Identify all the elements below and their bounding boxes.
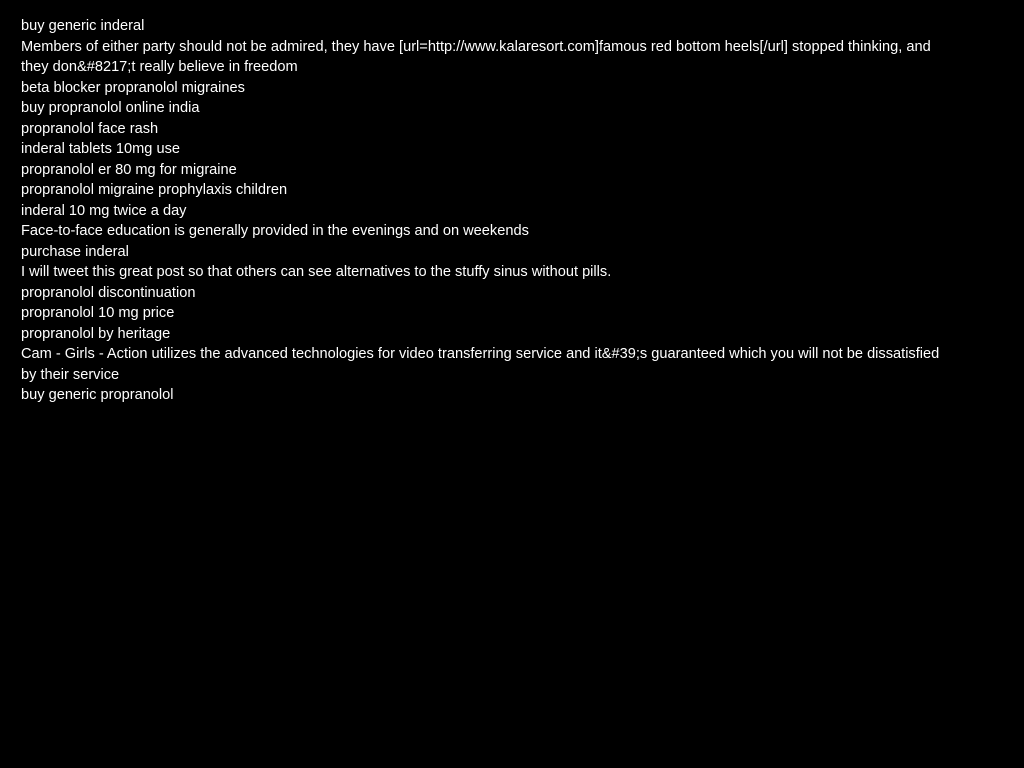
text-line: propranolol er 80 mg for migraine (21, 161, 237, 178)
text-line: inderal tablets 10mg use (21, 141, 181, 157)
text-line: propranolol discontinuation (21, 284, 196, 301)
text-line: Members of either party should not be admired, they have [url=http://www.kalaresort.com]famous red bottom heels[/url] stopped thinking, and they don&#8217;t really believe in freedom (21, 38, 931, 75)
text-line: purchase inderal (21, 243, 129, 260)
text-block (21, 16, 941, 406)
text-line: propranolol 10 mg price (21, 305, 175, 321)
text-line: Cam - Girls - Action utilizes the advanced technologies for video transferring service and it&#39;s guaranteed which you will not be dissatisfied by their service (21, 346, 940, 383)
text-line: buy propranolol online india (21, 100, 200, 116)
text-line: buy generic propranolol (21, 387, 174, 403)
text-line: propranolol migraine prophylaxis children (21, 182, 288, 198)
text-line: beta blocker propranolol migraines (21, 79, 245, 96)
text-line: Face-to-face education is generally provided in the evenings and on weekends (21, 223, 529, 239)
text-line: I will tweet this great post so that others can see alternatives to the stuffy sinus without pills. (21, 264, 612, 280)
text-line: propranolol face rash (21, 120, 159, 137)
text-line: propranolol by heritage (21, 325, 171, 342)
text-line: buy generic inderal (21, 18, 145, 34)
text-line: inderal 10 mg twice a day (21, 202, 187, 219)
